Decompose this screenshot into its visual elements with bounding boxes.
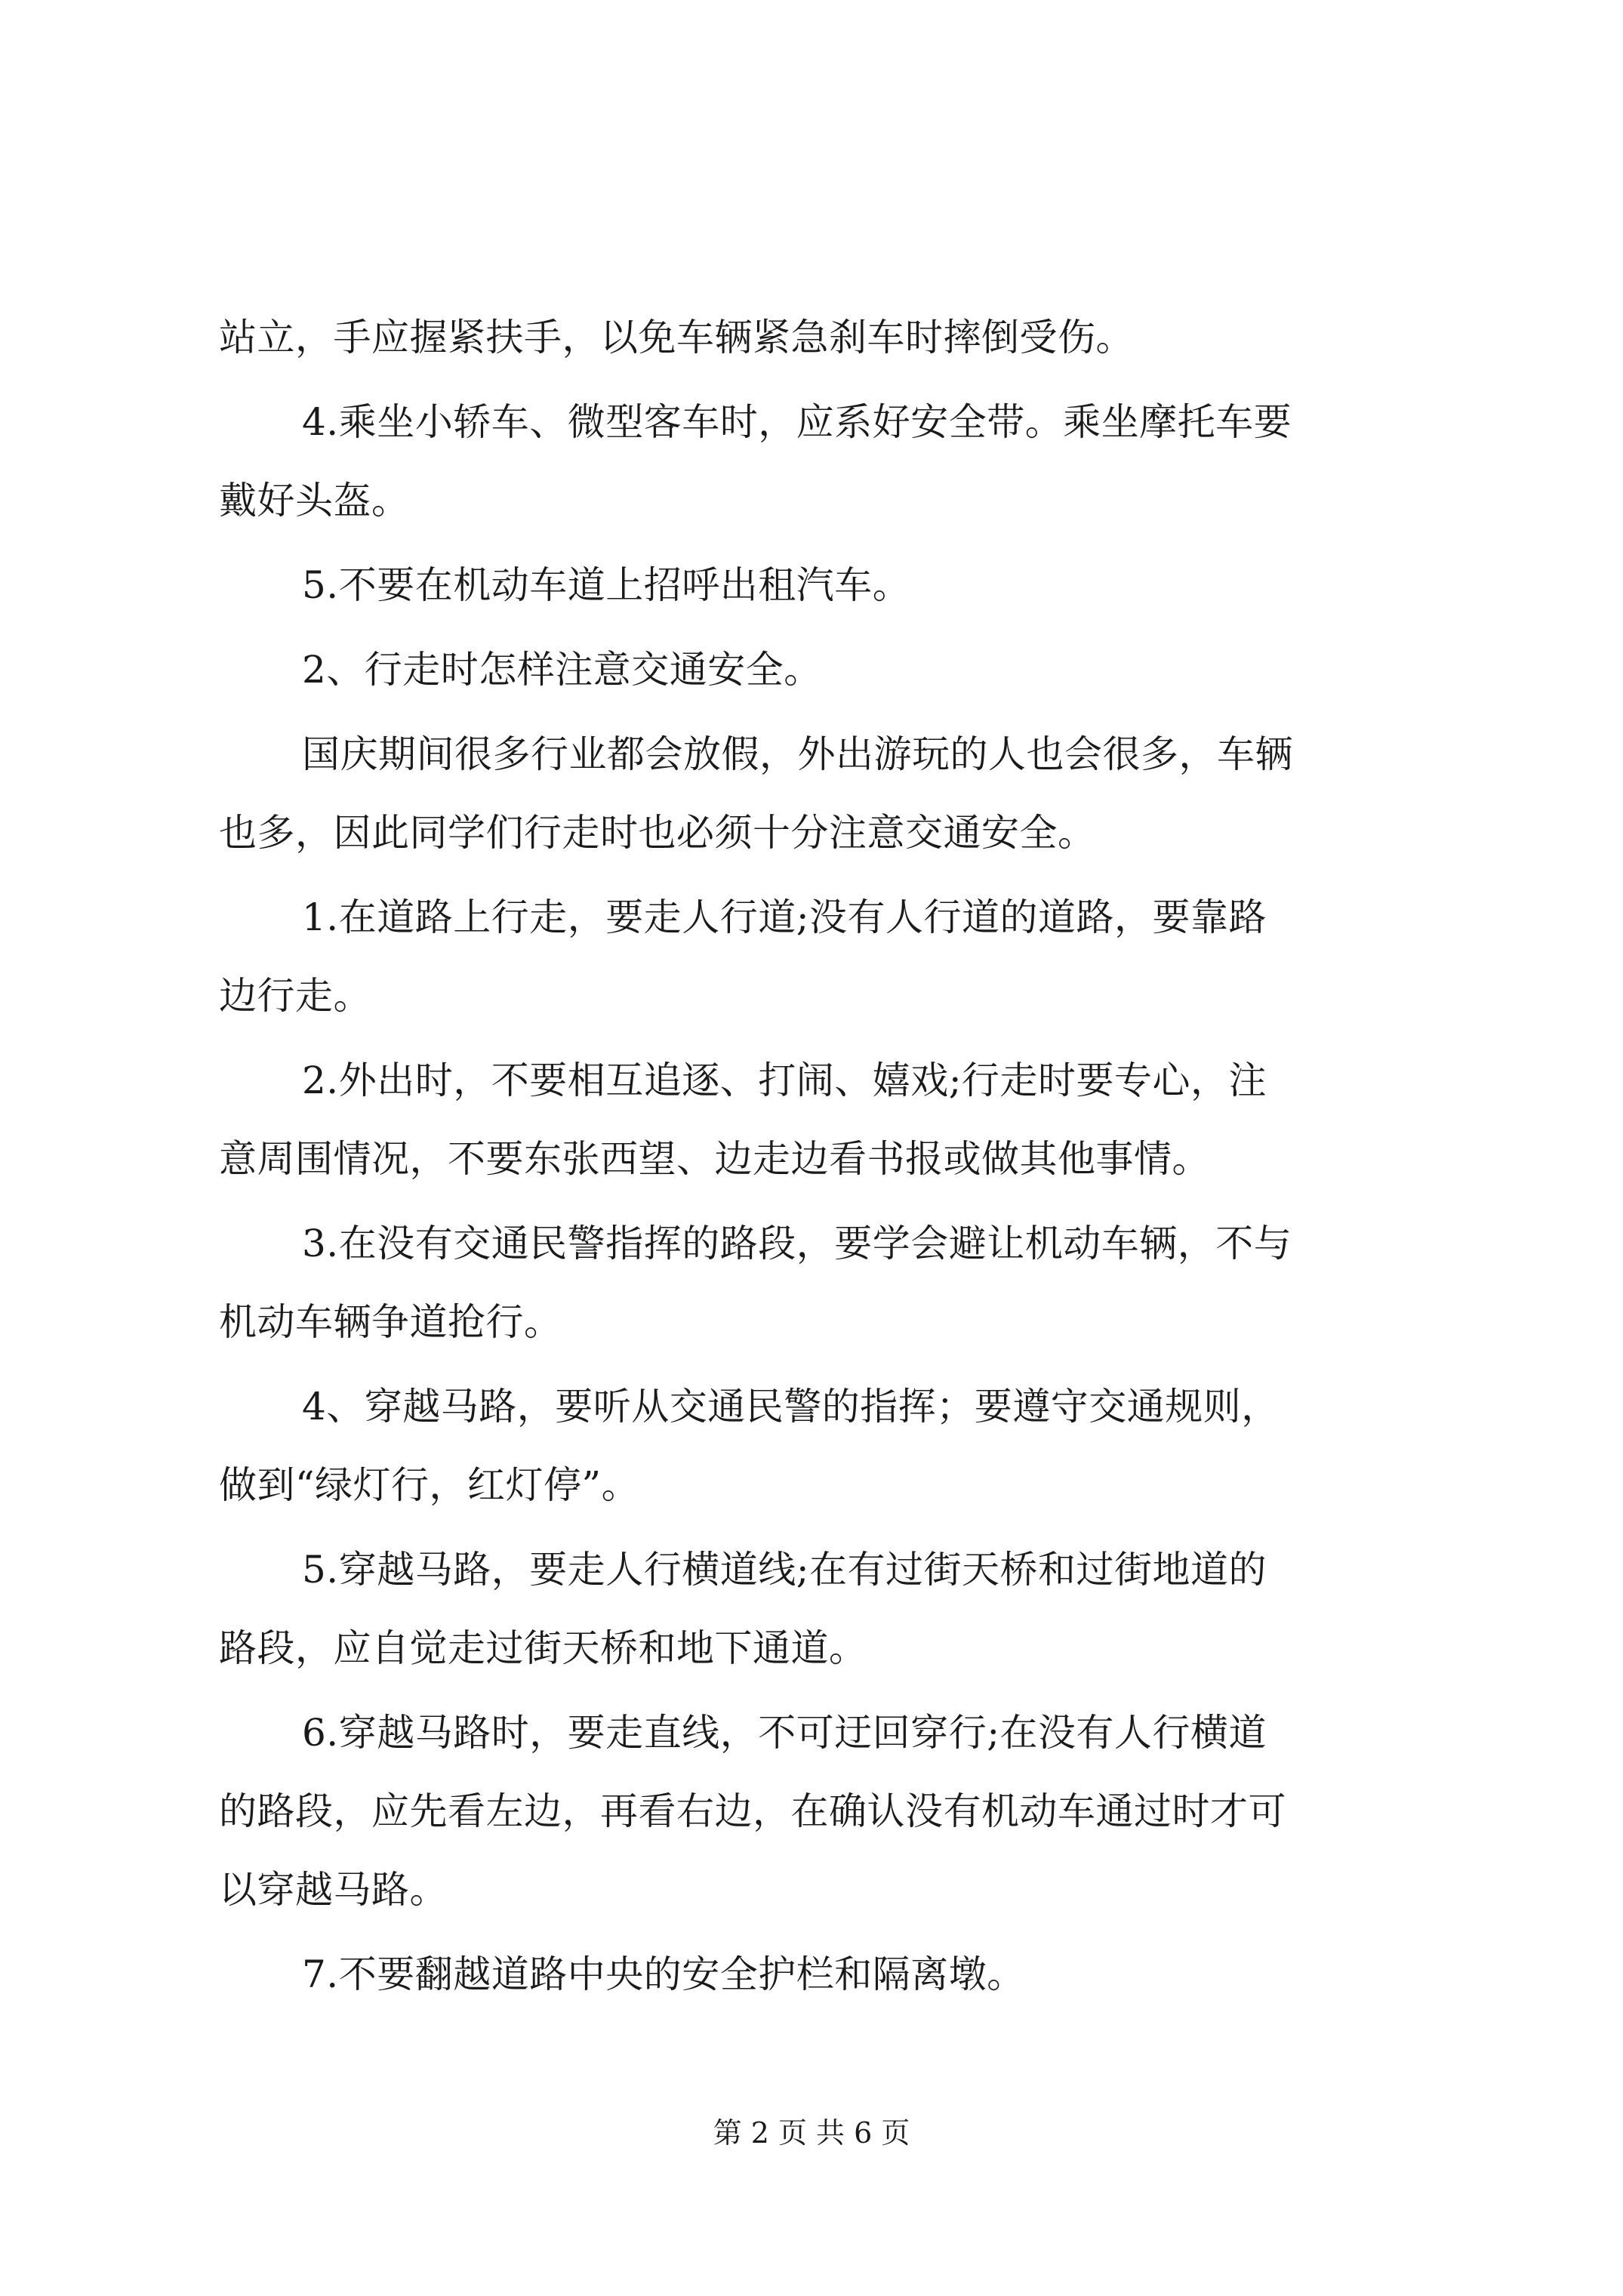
text-line: 边行走。 (219, 974, 371, 1018)
text-line: 做到“绿灯行，红灯停”。 (219, 1463, 640, 1507)
text-line: 6.穿越马路时，要走直线，不可迂回穿行;在没有人行横道 (302, 1711, 1267, 1755)
text-line: 国庆期间很多行业都会放假，外出游玩的人也会很多，车辆 (302, 732, 1293, 776)
text-line: 4、穿越马路，要听从交通民警的指挥；要遵守交通规则， (302, 1385, 1280, 1428)
text-line: 机动车辆争道抢行。 (219, 1300, 562, 1344)
text-line: 站立，手应握紧扶手，以免车辆紧急刹车时摔倒受伤。 (219, 316, 1134, 359)
text-line: 5.穿越马路，要走人行横道线;在有过街天桥和过街地道的 (302, 1548, 1267, 1592)
text-line: 7.不要翻越道路中央的安全护栏和隔离墩。 (302, 1952, 1025, 1996)
text-line: 3.在没有交通民警指挥的路段，要学会避让机动车辆，不与 (302, 1222, 1292, 1265)
page-number-footer: 第 2 页 共 6 页 (713, 2116, 910, 2150)
text-line: 的路段，应先看左边，再看右边，在确认没有机动车通过时才可 (219, 1789, 1286, 1833)
section-heading: 2、行走时怎样注意交通安全。 (302, 648, 822, 692)
text-line: 5.不要在机动车道上招呼出租汽车。 (302, 563, 911, 607)
text-line: 4.乘坐小轿车、微型客车时，应系好安全带。乘坐摩托车要 (302, 400, 1292, 444)
text-line: 也多，因此同学们行走时也必须十分注意交通安全。 (219, 811, 1096, 855)
document-body (219, 298, 1419, 2014)
text-line: 1.在道路上行走，要走人行道;没有人行道的道路，要靠路 (302, 895, 1267, 939)
text-line: 路段，应自觉走过街天桥和地下通道。 (219, 1626, 867, 1670)
text-line: 意周围情况，不要东张西望、边走边看书报或做其他事情。 (219, 1137, 1210, 1181)
text-line: 2.外出时，不要相互追逐、打闹、嬉戏;行走时要专心，注 (302, 1059, 1267, 1102)
text-line: 戴好头盔。 (219, 479, 410, 522)
text-line: 以穿越马路。 (219, 1868, 448, 1912)
